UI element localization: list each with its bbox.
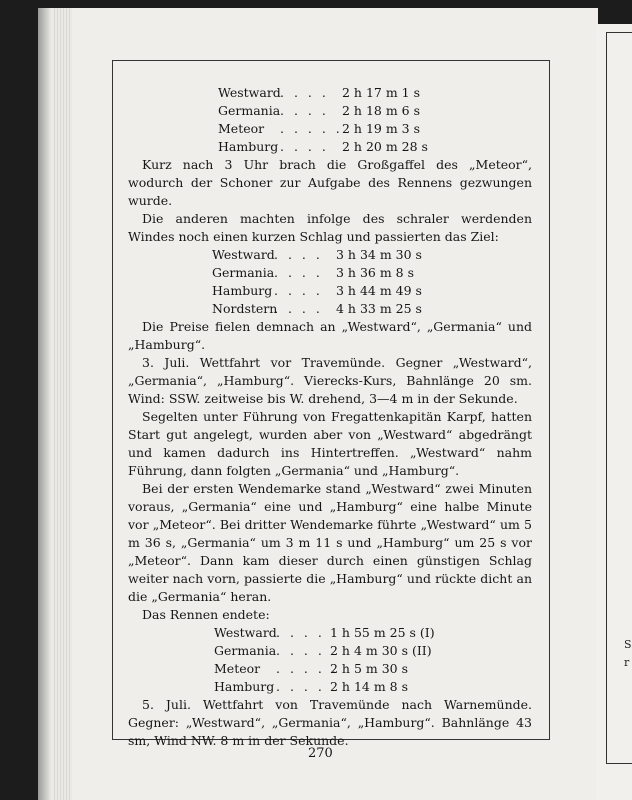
finish-time: 2 h 19 m 3 s <box>342 121 420 136</box>
results-table-1 <box>128 84 532 156</box>
finish-time: 2 h 5 m 30 s <box>330 661 408 676</box>
finish-time: 2 h 14 m 8 s <box>330 679 408 694</box>
finish-time: 3 h 44 m 49 s <box>336 283 422 298</box>
facing-page-frame <box>606 32 632 764</box>
results-table-3 <box>128 624 532 696</box>
boat-name: Westward <box>218 85 281 100</box>
finish-time: 2 h 20 m 28 s <box>342 139 428 154</box>
page-text <box>128 84 532 750</box>
boat-name: Germania <box>212 265 275 280</box>
result-row <box>212 300 532 318</box>
boat-name: Nordstern <box>212 301 278 316</box>
finish-time: 3 h 36 m 8 s <box>336 265 414 280</box>
leader-dots: . . . . <box>276 625 325 640</box>
leader-dots: . . . . <box>276 679 325 694</box>
boat-name: Westward <box>212 247 275 262</box>
boat-name: Germania <box>214 643 277 658</box>
boat-name: Meteor <box>218 121 265 136</box>
result-row <box>218 84 532 102</box>
paragraph: Kurz nach 3 Uhr brach die Großgaffel des „Meteor“, wodurch der Schoner zur Aufgabe des Rennens gezwungen wurde. <box>128 157 532 208</box>
boat-name: Hamburg <box>212 283 273 298</box>
page-edges <box>52 8 72 800</box>
paragraph: Die anderen machten infolge des schraler werdenden Windes noch einen kurzen Schlag und passierten das Ziel: <box>128 211 532 244</box>
finish-time: 3 h 34 m 30 s <box>336 247 422 262</box>
paragraph: Segelten unter Führung von Fregattenkapitän Karpf, hatten Start gut angelegt, wurden aber von „Westward“ abgedrängt und kamen dadurch ins Hintertreffen. „Westward“ nahm Führung, dann folgten „Germania“ und „Hamburg“. <box>128 409 532 478</box>
leader-dots: . . . . <box>280 103 329 118</box>
result-row <box>218 102 532 120</box>
gutter-shadow <box>38 8 52 800</box>
paragraph: 5. Juli. Wettfahrt von Travemünde nach Warnemünde. Gegner: „Westward“, „Germania“, „Hamburg“. Bahnlänge 43 sm, Wind NW. 8 m in der Sekunde. <box>128 697 532 748</box>
leader-dots: . . . . <box>274 247 323 262</box>
result-row <box>212 246 532 264</box>
paragraph: 3. Juli. Wettfahrt vor Travemünde. Gegner „Westward“, „Germania“, „Hamburg“. Vierecks-Kurs, Bahnlänge 20 sm. Wind: SSW. zeitweise bis W. drehend, 3—4 m in der Sekunde. <box>128 355 532 406</box>
leader-dots: . . . . <box>274 265 323 280</box>
page-number: 270 <box>308 746 333 761</box>
boat-name: Hamburg <box>218 139 279 154</box>
leader-dots: . . . . <box>274 283 323 298</box>
boat-name: Germania <box>218 103 281 118</box>
finish-time: 2 h 17 m 1 s <box>342 85 420 100</box>
result-row <box>214 660 532 678</box>
paragraph: Die Preise fielen demnach an „Westward“, „Germania“ und „Hamburg“. <box>128 319 532 352</box>
result-row <box>212 282 532 300</box>
leader-dots: . . . . <box>276 643 325 658</box>
result-row <box>214 642 532 660</box>
result-row <box>218 138 532 156</box>
paragraph: Das Rennen endete: <box>142 607 270 622</box>
result-row <box>214 678 532 696</box>
leader-dots: . . . . <box>274 301 323 316</box>
boat-name: Meteor <box>214 661 261 676</box>
result-row <box>218 120 532 138</box>
boat-name: Hamburg <box>214 679 275 694</box>
facing-page-mark: r <box>624 656 630 669</box>
finish-time: 2 h 18 m 6 s <box>342 103 420 118</box>
result-row <box>214 624 532 642</box>
leader-dots: . . . . . <box>276 661 339 676</box>
finish-time: 2 h 4 m 30 s (II) <box>330 643 432 658</box>
facing-page <box>596 24 632 800</box>
results-table-2 <box>128 246 532 318</box>
finish-time: 1 h 55 m 25 s (I) <box>330 625 435 640</box>
facing-page-mark: S <box>624 638 632 651</box>
leader-dots: . . . . <box>280 85 329 100</box>
result-row <box>212 264 532 282</box>
leader-dots: . . . . <box>280 139 329 154</box>
boat-name: Westward <box>214 625 277 640</box>
paragraph: Bei der ersten Wendemarke stand „Westward“ zwei Minuten voraus, „Germania“ eine und „Hamburg“ eine halbe Minute vor „Meteor“. Bei dritter Wendemarke führte „Westward“ um 5 m 36 s, „Germania“ um 3 m 11 s und „Hamburg“ um 25 s vor „Meteor“. Dann kam dieser durch einen günstigen Schlag weiter nach vorn, passierte die „Hamburg“ und rückte dicht an die „Germania“ heran. <box>128 481 532 604</box>
leader-dots: . . . . . <box>280 121 343 136</box>
finish-time: 4 h 33 m 25 s <box>336 301 422 316</box>
